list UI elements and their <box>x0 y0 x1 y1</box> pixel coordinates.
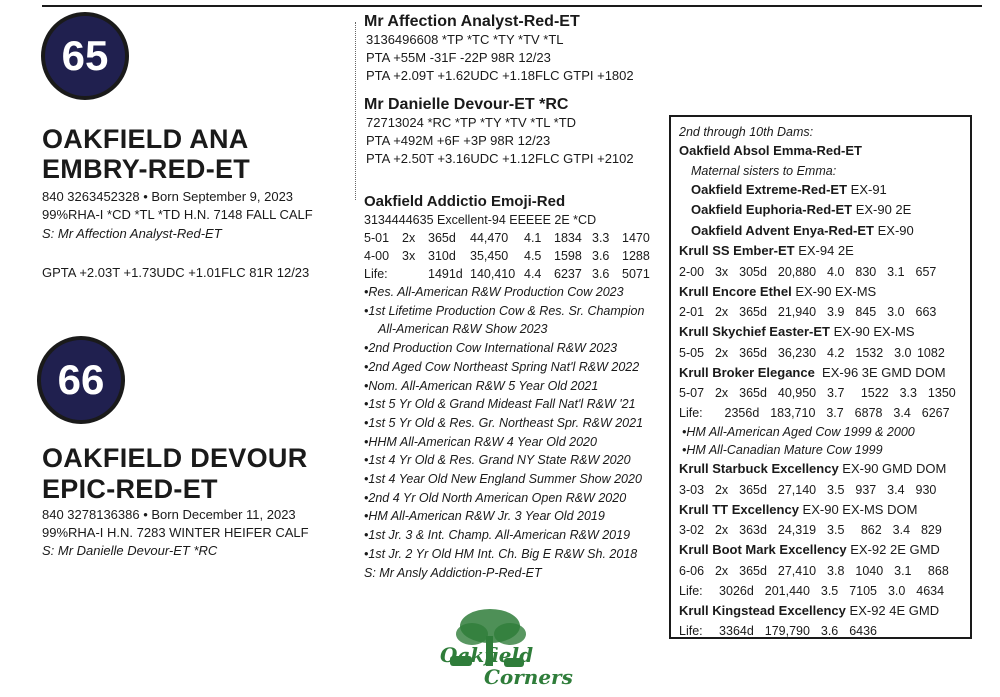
lot-65-name-line2: EMBRY-RED-ET <box>42 154 251 184</box>
lot-66-name-line2: EPIC-RED-ET <box>42 474 218 504</box>
lot-65-badge <box>41 12 129 100</box>
ancestor-name <box>679 322 970 343</box>
lot-65-info1: 840 3263452328 • Born September 9, 2023 <box>42 189 294 204</box>
dam-record-cell: 1598 <box>554 249 582 263</box>
ancestor-name <box>679 500 970 521</box>
ancestor-record: 2-01 2x 365d 21,940 3.9 845 3.0 663 <box>679 305 937 319</box>
logo-line2: Corners <box>484 665 573 689</box>
dam-honor: •1st 4 Year Old New England Summer Show 2020 <box>364 472 642 487</box>
lot-65-info2: 99%RHA-I *CD *TL *TD H.N. 7148 FALL CALF <box>42 207 313 222</box>
dam-record-cell: Life: <box>364 267 388 281</box>
dam-record-cell: 4.5 <box>524 249 542 263</box>
sire-2-line: PTA +2.50T +3.16UDC +1.12FLC GTPI +2102 <box>366 151 634 166</box>
sisters-heading: Maternal sisters to Emma: <box>691 163 837 178</box>
dam-honor: All-American R&W Show 2023 <box>378 322 548 337</box>
dam-record-cell: 1834 <box>554 231 582 245</box>
dam-honor: •1st 5 Yr Old & Res. Gr. Northeast Spr. R&W 2021 <box>364 415 644 430</box>
dam-record-cell: 1288 <box>622 249 650 263</box>
maternal-sister-name <box>679 200 970 221</box>
sire-1-line: 3136496608 *TP *TC *TY *TV *TL <box>366 32 564 47</box>
ancestor-name <box>679 601 970 622</box>
dam-record-cell: 3x <box>402 249 416 263</box>
dam-honor: •1st Jr. 2 Yr Old HM Int. Ch. Big E R&W Sh. 2018 <box>364 546 638 561</box>
logo-line1: Oakfield <box>440 643 534 667</box>
sire-1-block <box>364 12 634 85</box>
dam-record-cell: 4.4 <box>524 267 542 281</box>
sire-1-line: PTA +2.09T +1.62UDC +1.18FLC GTPI +1802 <box>366 68 634 83</box>
dam-record-cell: 3.3 <box>592 231 610 245</box>
classification: EX-90 <box>874 222 914 238</box>
dam-honor: •HHM All-American R&W 4 Year Old 2020 <box>364 434 597 449</box>
sire-1-name: Mr Affection Analyst-Red-ET <box>364 13 580 30</box>
ancestor-record: 6-06 2x 365d 27,410 3.8 1040 3.1 868 <box>679 563 949 578</box>
ancestor-label: Oakfield Absol Emma-Red-ET <box>679 143 862 158</box>
sire-2-block <box>364 95 634 168</box>
lot-66-badge <box>37 336 125 424</box>
ancestor-record: 2-00 3x 305d 20,880 4.0 830 3.1 657 <box>679 264 937 279</box>
ancestor-record: 3-02 2x 363d 24,319 3.5 862 3.4 829 <box>679 523 942 537</box>
ancestor-label: Krull Skychief Easter-ET <box>679 324 830 339</box>
lot-number: 65 <box>61 32 109 79</box>
classification: EX-90 EX-MS DOM <box>798 501 918 517</box>
ancestor-label: Oakfield Extreme-Red-ET <box>691 181 848 197</box>
classification: EX-90 EX-MS <box>830 324 915 339</box>
classification: EX-90 2E <box>852 202 912 217</box>
ancestor-name <box>679 282 970 303</box>
dam-record-cell: 5-01 <box>364 231 390 245</box>
ancestor-label: Krull Kingstead Excellency <box>679 602 846 618</box>
dam-record-cell: 35,450 <box>470 249 509 263</box>
classification: EX-96 3E GMD DOM <box>814 364 946 380</box>
ancestry-list <box>679 141 970 641</box>
lot-65-sire: S: Mr Affection Analyst-Red-ET <box>42 226 222 241</box>
classification: EX-92 2E GMD <box>846 542 940 557</box>
classification: EX-94 2E <box>794 243 854 258</box>
ancestor-record: 3-03 2x 365d 27,140 3.5 937 3.4 930 <box>679 482 937 497</box>
dam-record-row <box>364 247 662 265</box>
maternal-sister-name <box>679 180 970 201</box>
dam-record-cell: 1470 <box>622 231 650 245</box>
ancestor-name <box>679 540 970 561</box>
dam-honors <box>364 283 662 564</box>
dam-record-row <box>364 229 662 247</box>
dam-record-cell: 3.6 <box>592 249 610 263</box>
ancestor-label: Krull SS Ember-ET <box>679 243 795 258</box>
ancestor-label: Oakfield Euphoria-Red-ET <box>691 202 853 217</box>
top-rule <box>42 5 982 7</box>
oakfield-corners-logo <box>432 604 582 694</box>
lot-65-gpta: GPTA +2.03T +1.73UDC +1.01FLC 81R 12/23 <box>42 265 310 280</box>
ancestor-honor: •HM All-Canadian Mature Cow 1999 <box>682 443 883 457</box>
lot-number: 66 <box>57 356 105 403</box>
ancestor-name <box>679 141 970 162</box>
classification: EX-91 <box>847 181 887 197</box>
lot-65-name-line1: OAKFIELD ANA <box>42 124 249 154</box>
dam-honor: •2nd Aged Cow Northeast Spring Nat'l R&W 2022 <box>364 359 640 374</box>
dam-honor: •1st 5 Yr Old & Grand Mideast Fall Nat'l R&W '21 <box>364 397 636 412</box>
lot-66-name-line1: OAKFIELD DEVOUR <box>42 443 308 473</box>
dam-record-cell: 310d <box>428 249 456 263</box>
dam-honor: •1st Jr. 3 & Int. Champ. All-American R&W 2019 <box>364 528 631 543</box>
sire-2-line: PTA +492M +6F +3P 98R 12/23 <box>366 133 551 148</box>
ancestor-record: 5-07 2x 365d 40,950 3.7 1522 3.3 1350 <box>679 386 956 400</box>
dam-records <box>364 229 662 283</box>
dam-record-cell: 44,470 <box>470 231 509 245</box>
dam-record-cell: 1491d <box>428 267 463 281</box>
dam-sire: S: Mr Ansly Addiction-P-Red-ET <box>364 565 542 580</box>
lot-66-info1: 840 3278136386 • Born December 11, 2023 <box>42 507 296 522</box>
lot-66-info2: 99%RHA-I H.N. 7283 WINTER HEIFER CALF <box>42 525 309 540</box>
ancestor-label: Krull Boot Mark Excellency <box>679 542 847 557</box>
dam-record-cell: 4-00 <box>364 249 390 263</box>
ancestor-label: Krull Starbuck Excellency <box>679 461 839 476</box>
dam-record-cell <box>402 265 428 283</box>
dam-record-cell: 2x <box>402 231 416 245</box>
ancestor-label: Krull Broker Elegance <box>679 364 815 380</box>
ancestor-name <box>679 459 970 480</box>
dam-block <box>364 193 662 582</box>
classification: EX-92 4E GMD <box>845 602 940 618</box>
ancestry-heading: 2nd through 10th Dams: <box>679 125 814 139</box>
ancestor-honor: •HM All-American Aged Cow 1999 & 2000 <box>682 425 915 439</box>
dam-honor: •1st Lifetime Production Cow & Res. Sr. Champion <box>364 303 645 318</box>
classification: EX-90 GMD DOM <box>838 461 947 476</box>
dam-honor: •1st 4 Yr Old & Res. Grand NY State R&W 2020 <box>364 453 631 468</box>
ancestor-name <box>679 363 970 384</box>
dam-record-cell: 365d <box>428 231 456 245</box>
dam-record-cell: 4.1 <box>524 231 542 245</box>
ancestor-label: Krull TT Excellency <box>679 501 799 517</box>
dam-record-cell: 3.6 <box>592 267 610 281</box>
dam-record-cell: 5071 <box>622 267 650 281</box>
ancestor-name <box>679 241 970 262</box>
ancestor-record: Life: 3026d 201,440 3.5 7105 3.0 4634 <box>679 583 945 598</box>
lot-66-sire: S: Mr Danielle Devour-ET *RC <box>42 543 218 558</box>
ancestor-record: 5-05 2x 365d 36,230 4.2 1532 3.0 1082 <box>679 345 945 360</box>
dam-honor: •2nd Production Cow International R&W 2023 <box>364 341 618 356</box>
ancestor-label: Oakfield Advent Enya-Red-ET <box>691 222 874 238</box>
dam-honor: •Nom. All-American R&W 5 Year Old 2021 <box>364 378 599 393</box>
dam-record-row <box>364 265 662 283</box>
classification: EX-90 EX-MS <box>791 283 877 299</box>
dam-id-line: 3134444635 Excellent-94 EEEEE 2E *CD <box>364 213 597 227</box>
dam-record-cell: 140,410 <box>470 267 516 281</box>
ancestry-box <box>669 115 972 639</box>
sire-2-name: Mr Danielle Devour-ET *RC <box>364 96 569 113</box>
column-separator <box>355 22 356 200</box>
dam-honor: •HM All-American R&W Jr. 3 Year Old 2019 <box>364 509 605 524</box>
dam-honor: •2nd 4 Yr Old North American Open R&W 2020 <box>364 490 627 505</box>
ancestor-record: Life: 3364d 179,790 3.6 6436 <box>679 624 878 638</box>
ancestor-label: Krull Encore Ethel <box>679 283 792 299</box>
maternal-sister-name <box>679 221 970 242</box>
dam-honor: •Res. All-American R&W Production Cow 2023 <box>364 285 624 299</box>
sire-2-line: 72713024 *RC *TP *TY *TV *TL *TD <box>366 115 577 130</box>
ancestor-record: Life: 2356d 183,710 3.7 6878 3.4 6267 <box>679 406 950 420</box>
dam-name: Oakfield Addictio Emoji-Red <box>364 193 566 210</box>
dam-record-cell: 6237 <box>554 267 582 281</box>
sire-1-line: PTA +55M -31F -22P 98R 12/23 <box>366 50 551 65</box>
